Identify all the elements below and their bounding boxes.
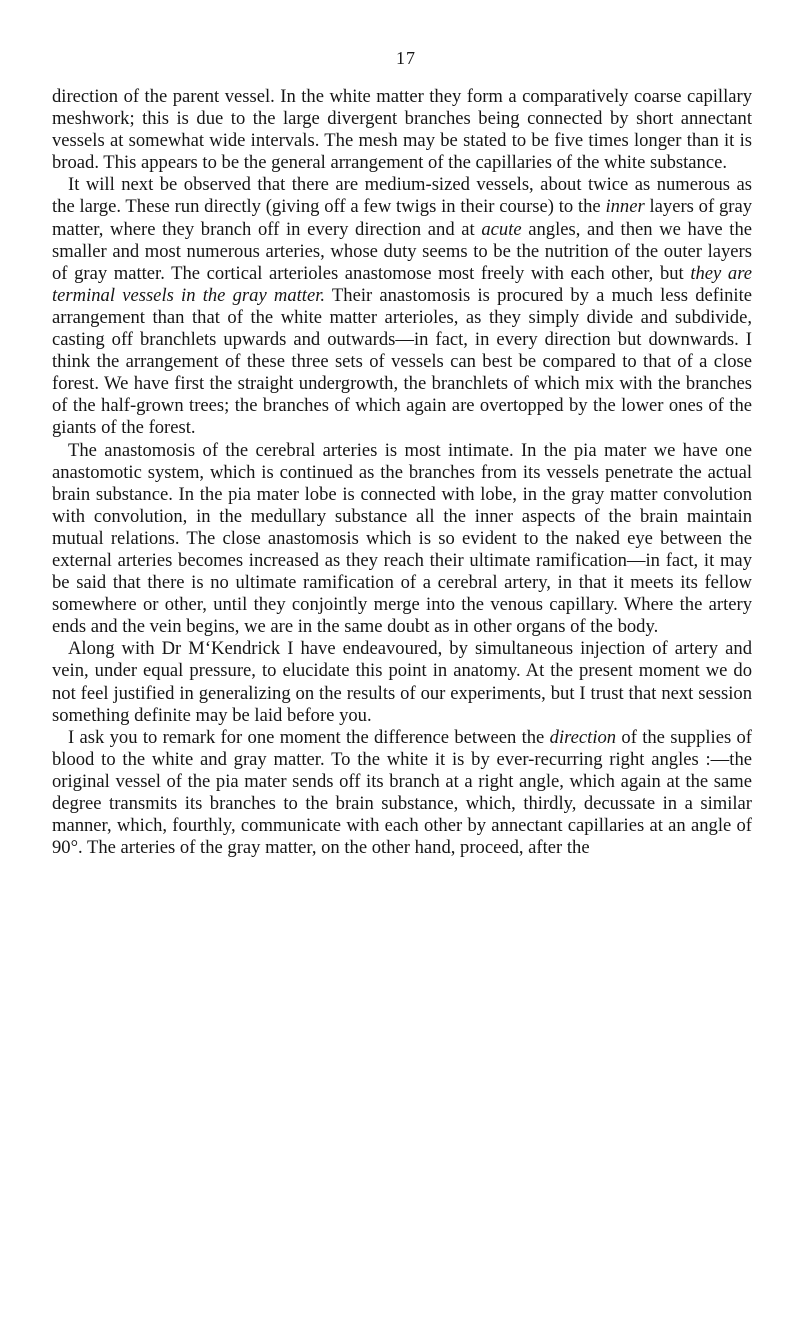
paragraph	[52, 174, 752, 439]
text-segment: angles, and then we have the smaller and most numerous arteries, whose duty seems to be the nutrition of the outer layers of gray matter. The cortical arterioles anastomose most freely with each other, but	[52, 218, 752, 284]
italic-text: acute	[481, 218, 522, 240]
paragraph	[52, 86, 752, 174]
paragraph	[52, 727, 752, 860]
text-segment: Their anastomosis is procured by a much less definite arrangement than that of the white matter arterioles, as they simply divide and subdivide, casting off branchlets upwards and outwards—in fact, in every direction but downwards. I think the arrangement of these three sets of vessels can best be compared to that of a close forest. We have first the straight undergrowth, the branchlets of which mix with the branches of the half-grown trees; the branches of which again are overtopped by the lower ones of the giants of the forest.	[52, 284, 752, 439]
body-text	[52, 86, 752, 859]
text-segment: It will next be observed that there are medium-sized vessels, about twice as numerous as the large. These run directly (giving off a few twigs in their course) to the	[52, 174, 752, 218]
paragraph	[52, 638, 752, 726]
italic-text: they are terminal vessels in the gray matter.	[52, 262, 752, 306]
text-segment: of the supplies of blood to the white and gray matter. To the white it is by ever-recurring right angles :—the original vessel of the pia mater sends off its branch at a right angle, which again at the same degree transmits its branches to the brain substance, which, thirdly, decussate in a similar manner, which, fourthly, communicate with each other by annectant capillaries at an angle of 90°. The arteries of the gray matter, on the other hand, proceed, after the	[52, 726, 752, 859]
text-segment: The anastomosis of the cerebral arteries is most intimate. In the pia mater we have one anastomotic system, which is continued as the branches from its vessels penetrate the actual brain substance. In the pia mater lobe is connected with lobe, in the gray matter convolution with convolution, in the medullary substance all the inner aspects of the brain maintain mutual relations. The close anastomosis which is so evident to the naked eye between the external arteries becomes increased as they reach their ultimate ramification—in fact, it may be said that there is no ultimate ramification of a cerebral artery, in that it meets its fellow somewhere or other, until they conjointly merge into the venous capillary. Where the artery ends and the vein begins, we are in the same doubt as in other organs of the body.	[52, 439, 752, 638]
text-segment: direction of the parent vessel. In the white matter they form a comparatively coarse capillary meshwork; this is due to the large divergent branches being connected by short annectant vessels at somewhat wide intervals. The mesh may be stated to be five times longer than it is broad. This appears to be the general arrangement of the capillaries of the white substance.	[52, 86, 752, 174]
paragraph	[52, 440, 752, 639]
text-segment: Along with Dr M‘Kendrick I have endeavoured, by simultaneous injection of artery and vein, under equal pressure, to elucidate this point in anatomy. At the present moment we do not feel justified in generalizing on the results of our experiments, but I trust that next session something definite may be laid before you.	[52, 638, 752, 726]
text-segment: I ask you to remark for one moment the difference between the	[68, 726, 550, 748]
page-number: 17	[396, 48, 416, 68]
text-segment: layers of gray matter, where they branch off in every direction and at	[52, 196, 752, 240]
italic-text: inner	[605, 196, 645, 218]
italic-text: direction	[549, 726, 617, 748]
